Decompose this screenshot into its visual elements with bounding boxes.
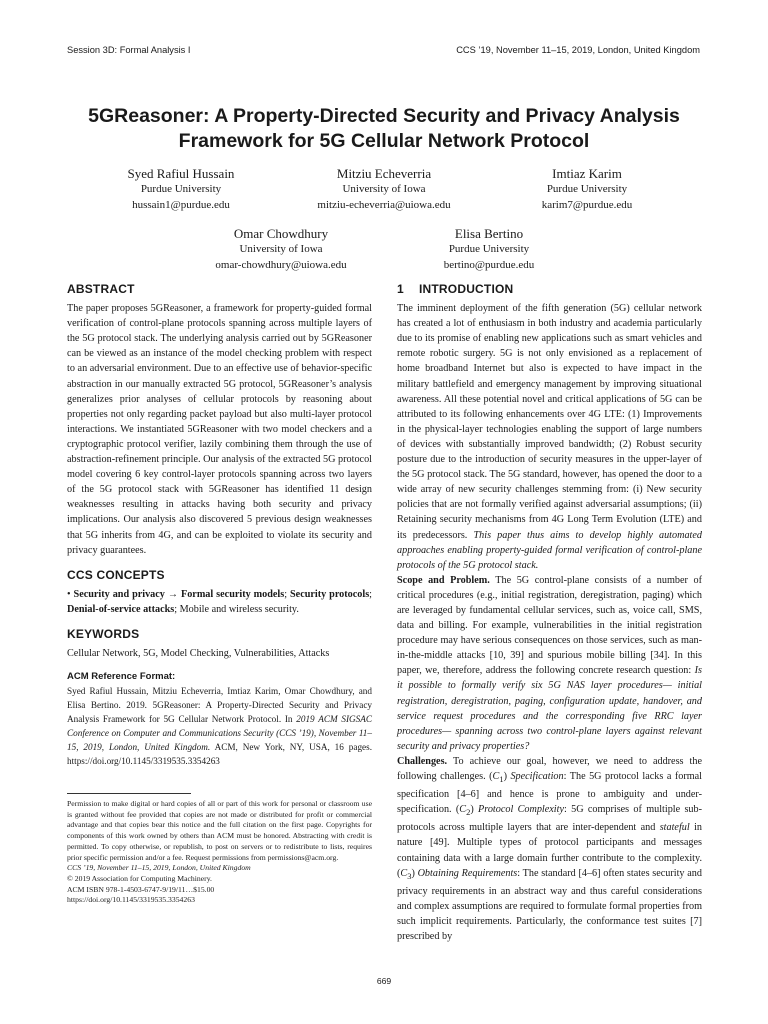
footnote-rule	[67, 793, 191, 794]
author-name: Syed Rafiul Hussain	[127, 166, 235, 181]
challenge-label: C	[459, 804, 467, 816]
author-name: Mitziu Echeverria	[336, 166, 432, 181]
keywords-text: Cellular Network, 5G, Model Checking, Vulnerabilities, Attacks	[67, 648, 330, 660]
author-email: omar-chowdhury@uiowa.edu	[215, 258, 347, 271]
title-line-2: Framework for 5G Cellular Network Protocol	[178, 130, 590, 152]
isbn-line: ACM ISBN 978-1-4503-6747-9/19/11…$15.00	[67, 884, 215, 894]
permission-text: Permission to make digital or hard copies of all or part of this work for personal or classroom use is granted without fee provided that copies are not made or distributed for profit or commercial advantage and that copies bear this notice and the full citation on the first page. Copyrights for components of this work owned by others than ACM must be honored. Abstracting with credit is permitted. To copy otherwise, or republish, to post on servers or to redistribute to lists, requires prior specific permission and/or a fee. Request permissions from permissions@acm.org.	[67, 799, 372, 862]
paragraph-text: in nature [49]. Multiple types of protocol participants and messages containing data with a large domain further contribute to the complexity. (	[397, 822, 702, 879]
doi-link[interactable]: https://doi.org/10.1145/3319535.3354263	[67, 895, 195, 905]
ccs-concept: Security protocols	[290, 588, 370, 600]
paragraph-text: )	[470, 804, 479, 816]
challenge-subscript: 2	[466, 807, 471, 818]
introduction-heading	[397, 282, 702, 297]
abstract-text: The paper proposes 5GReasoner, a framework for property-guided formal verification of control-plane protocols spanning across multiple layers of the 5G protocol stack. The underlying analysis carried out by 5GReasoner can be viewed as an instance of the model checking problem with respect to an adversarial environment. Due to an effective use of behavior-specific abstraction in our manually extracted 5G protocol, 5GReasoner’s analysis generalizes prior analyses of cellular protocols by reasoning about properties not only regarding packet payload but also multi-layer protocol interactions. We instantiated 5GReasoner with two model checkers and a cryptographic protocol verifier, lazily combining them through the use of abstraction-refinement principle. Our analysis of the extracted 5G protocol model covering 6 key control-layer protocols spanning across two layers of the 5G protocol stack with 5GReasoner has identified 11 design weaknesses resulting in attacks having both security and privacy implications. Our analysis also discovered 5 previous design weaknesses that 5G inherits from 4G, and can be exploited to violate its security and privacy guarantees.	[67, 303, 372, 556]
left-column	[67, 282, 372, 768]
ccs-concepts-heading: CCS CONCEPTS	[67, 567, 165, 582]
paragraph-text: )	[411, 867, 418, 879]
challenge-subscript: 1	[499, 774, 504, 785]
author-affiliation: University of Iowa	[342, 183, 426, 195]
research-question: Is it possible to formally verify six 5G NAS layer procedures— initial registration, deregistration, paging, configuration update, handover, and service request procedures and the corresponding five RRC layer procedures— spanning across two control-plane layers against relevant security and privacy properties?	[397, 665, 702, 752]
ccs-concepts-text	[67, 587, 372, 617]
paragraph-text: : 5G comprises of multiple sub-protocols across multiple layers that are inter-dependent and	[397, 804, 702, 834]
ccs-concept: Formal security models	[180, 588, 285, 600]
ccs-concept: Security and privacy	[73, 588, 165, 600]
paragraph-text: To achieve our goal, however, we need to address the following challenges. (	[397, 755, 702, 782]
paragraph-text: The 5G control-plane consists of a number of critical procedures (e.g., initial registration, deregistration, paging) which are leveraged by fundamental cellular services, such as, voice call, SMS, data and billing. For example, vulnerabilities in the initial registration procedure may have serious consequences on those services, such as man-in-the-middle attacks [10, 39] and spurious mobile billing [34]. In this paper, we, therefore, address the following concrete research question:	[397, 574, 702, 677]
emphasis-text: This paper thus aims to develop highly automated approaches enabling property-guided formal verification of control-plane protocols of the 5G protocol stack.	[397, 529, 702, 571]
challenges-paragraph	[397, 754, 702, 944]
reference-text: ACM, New York, NY, USA, 16 pages. https://doi.org/10.1145/3319535.3354263	[67, 742, 372, 767]
emphasis-text: stateful	[659, 822, 690, 834]
author-name: Omar Chowdhury	[233, 226, 329, 241]
separator: ;	[284, 588, 290, 600]
right-column	[397, 282, 702, 944]
abstract-heading: ABSTRACT	[67, 282, 135, 296]
section-number: 1	[397, 282, 404, 296]
author-block	[457, 165, 717, 213]
author-email: bertino@purdue.edu	[443, 258, 535, 271]
running-header-left: Session 3D: Formal Analysis I	[67, 45, 191, 55]
challenge-name: Obtaining Requirements	[417, 867, 518, 879]
keywords-heading: KEYWORDS	[67, 626, 140, 641]
copyright-line: © 2019 Association for Computing Machinery.	[67, 873, 212, 883]
paragraph-heading: Challenges.	[397, 755, 448, 767]
author-name: Elisa Bertino	[454, 226, 524, 241]
permission-block	[67, 799, 372, 906]
author-affiliation: Purdue University	[448, 243, 530, 255]
author-block	[359, 225, 619, 273]
acm-reference-text	[67, 684, 372, 768]
separator: ;	[369, 588, 372, 600]
author-email: mitziu-echeverria@uiowa.edu	[317, 198, 451, 211]
paragraph-text: The imminent deployment of the fifth generation (5G) cellular network has created a lot of enthusiasm in both industry and academia particularly due to its promise of enabling new applications such as smart vehicles and remote robotic surgery. 5G is not only envisioned as a replacement of home broadband Internet but also is expected to have impact in the military battlefield and emergency management by improving situational awareness. All these potential novel and critical applications of 5G can be attributed to its following enhancements over 4G LTE: (1) Improvements in the physical-layer technologies enabling the support of large numbers of devices with substantially improved bandwidth; (2) Robust security posture due to the introduction of security measures in the upper-layer of the 5G protocol stack. The 5G standard, however, has opened the door to a wide array of new security challenges stemming from: (i) New security policies that are not formally verified against adversarial assumptions; (ii) Retaining security mechanisms from 4G Long Term Evolution (LTE) and its predecessors.	[397, 303, 702, 541]
paper-title	[40, 104, 728, 154]
arrow: →	[164, 588, 181, 600]
challenge-subscript: 3	[407, 870, 412, 881]
ccs-concept: ; Mobile and wireless security.	[174, 603, 299, 615]
author-affiliation: University of Iowa	[239, 243, 323, 255]
acm-reference-heading: ACM Reference Format:	[67, 671, 176, 683]
paragraph-heading: Scope and Problem.	[397, 574, 490, 586]
paragraph-text: )	[503, 771, 511, 782]
page-number: 669	[376, 976, 392, 986]
title-line-1: 5GReasoner: A Property-Directed Security and Privacy Analysis	[88, 105, 680, 127]
author-email: karim7@purdue.edu	[541, 198, 633, 211]
reference-venue: 2019 ACM SIGSAC Conference on Computer and Communications Security (CCS ’19), November 11–15, 2019, London, United Kingdom.	[67, 714, 372, 753]
challenge-label: C	[492, 771, 500, 782]
author-affiliation: Purdue University	[546, 183, 628, 195]
paragraph-text: : The 5G protocol lacks a formal specification [4–6] and hence is prone to ambiguity and under-specification. (	[397, 771, 702, 816]
author-affiliation: Purdue University	[140, 183, 222, 195]
section-title: INTRODUCTION	[419, 282, 514, 296]
reference-text: Syed Rafiul Hussain, Mitziu Echeverria, Imtiaz Karim, Omar Chowdhury, and Elisa Bertino. 2019. 5GReasoner: A Property-Directed Security and Privacy Analysis Framework for 5G Cellular Network Protocol. In	[67, 686, 372, 725]
scope-paragraph	[397, 573, 702, 754]
author-email: hussain1@purdue.edu	[132, 198, 230, 211]
intro-paragraph	[397, 301, 702, 573]
ccs-concept: Denial-of-service attacks	[67, 603, 175, 615]
author-name: Imtiaz Karim	[552, 166, 622, 181]
paragraph-text: : The standard [4–6] often states security and privacy requirements in an abstract way and thus careful considerations and complex assumptions are required to formulate formal properties from such implicit requirements. Particularly, the conformance test suites [7] prescribed by	[397, 867, 702, 943]
bullet: •	[67, 588, 71, 600]
challenge-label: C	[400, 867, 408, 879]
running-header-right: CCS ’19, November 11–15, 2019, London, United Kingdom	[456, 45, 700, 55]
challenge-name: Specification	[510, 771, 564, 782]
permission-venue: CCS ’19, November 11–15, 2019, London, United Kingdom	[67, 863, 251, 873]
challenge-name: Protocol Complexity	[478, 804, 564, 816]
